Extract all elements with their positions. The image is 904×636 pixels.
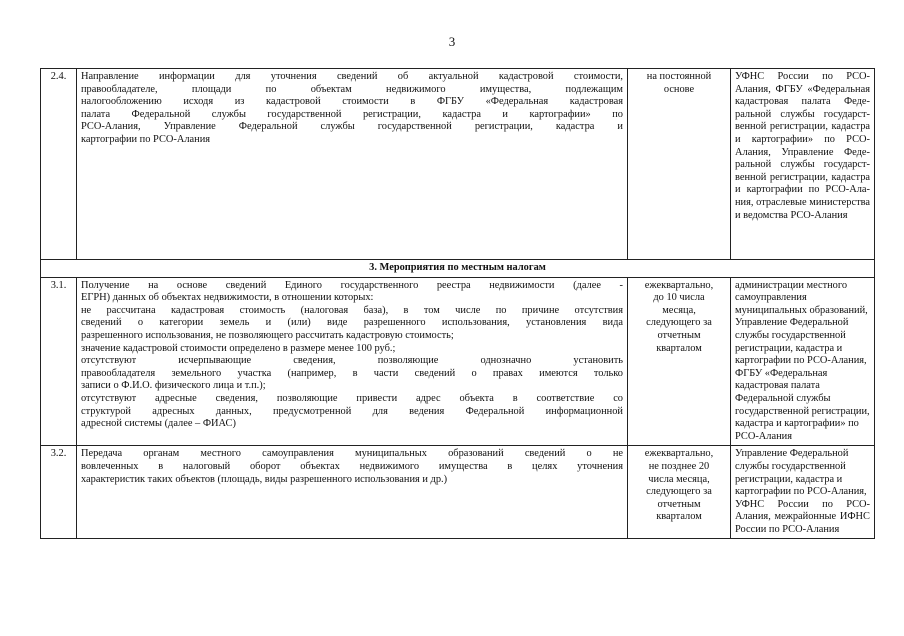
item-number: 3.2. xyxy=(41,446,77,539)
responsible-line: Алания, межрайонные ИФНС xyxy=(735,511,870,523)
responsible-line: и картографии по РСО-Ала- xyxy=(735,184,870,196)
responsible-line: ральной службы государст- xyxy=(735,108,870,120)
description-line: правообладателе, площади по объектам недвижимого имущества, подлежащим xyxy=(81,83,623,95)
term-line: числа месяца, xyxy=(648,473,710,485)
term-line: не позднее 20 xyxy=(648,460,710,472)
term-line: месяца, xyxy=(662,304,696,316)
item-number: 3.1. xyxy=(41,277,77,446)
section-title: 3. Мероприятия по местным налогам xyxy=(41,260,875,278)
description-line: РСО-Алания, Управление Федеральной службы государственной регистрации, кадастра и xyxy=(81,121,623,133)
term-line: ежеквартально, xyxy=(644,448,714,460)
section-row xyxy=(41,260,875,278)
description-line: разрешенного использования, не позволяющего рассчитать кадастровую стоимость; xyxy=(81,329,454,341)
item-description xyxy=(77,446,628,539)
responsible-line: Алания, ФГБУ «Федеральная xyxy=(735,83,870,95)
term-line: отчетным xyxy=(657,498,701,510)
responsible-line: службы государственной xyxy=(735,460,846,472)
responsible-line: службы государственной xyxy=(735,329,846,341)
description-line: ЕГРН) данных об объектах недвижимости, в отношении которых: xyxy=(81,292,374,304)
responsible-line: РСО-Алания xyxy=(735,430,793,442)
term-line: следующего за xyxy=(646,486,712,498)
item-term xyxy=(628,69,731,260)
responsible-line: Управление Федеральной xyxy=(735,317,849,329)
responsible-line: регистрации, кадастра и xyxy=(735,473,843,485)
table-row xyxy=(41,277,875,446)
responsible-line: кадастровая палата Феде- xyxy=(735,96,870,108)
description-line: отсутствуют исчерпывающие сведения, позволяющие однозначно установить xyxy=(81,355,623,367)
description-line: Получение на основе сведений Единого государственного реестра недвижимости (далее - xyxy=(81,279,623,291)
description-line: не рассчитана кадастровая стоимость (налоговая база), в том числе по причине отсутствия xyxy=(81,304,623,316)
description-line: налогообложению исходя из кадастровой стоимости в ФГБУ «Федеральная кадастровая xyxy=(81,96,623,108)
description-line: вовлеченных в налоговый оборот объектах недвижимого имущества в целях уточнения xyxy=(81,460,623,472)
responsible-line: венной регистрации, кадастра xyxy=(735,171,870,183)
description-line: картографии по РСО-Алания xyxy=(81,133,211,145)
item-term xyxy=(628,446,731,539)
term-line: кварталом xyxy=(656,342,702,354)
description-line: записи о Ф.И.О. физического лица и т.п.); xyxy=(81,380,266,392)
responsible-line: картографии по РСО-Алания, xyxy=(735,355,867,367)
responsible-line: венной регистрации, кадастра xyxy=(735,121,870,133)
responsible-line: регистрации, кадастра и xyxy=(735,342,843,354)
description-line: значение кадастровой стоимости определено в размере менее 100 руб.; xyxy=(81,342,396,354)
responsible-line: и картографии» по РСО- xyxy=(735,133,870,145)
responsible-line: администрации местного xyxy=(735,279,848,291)
description-line: отсутствуют адресные сведения, позволяющие привести адрес объекта в соответствие со xyxy=(81,392,623,404)
description-line: правообладателя земельного участка (например, в части сведений о правах имеются только xyxy=(81,367,623,379)
item-number: 2.4. xyxy=(41,69,77,260)
responsible-line: УФНС России по РСО- xyxy=(735,71,870,82)
item-responsible xyxy=(731,277,875,446)
description-line: адресной системы (далее – ФИАС) xyxy=(81,418,236,430)
item-description xyxy=(77,277,628,446)
item-responsible xyxy=(731,69,875,260)
responsible-line: Управление Федеральной xyxy=(735,448,849,460)
description-line: Направление информации для уточнения сведений об актуальной кадастровой стоимости, xyxy=(81,71,623,82)
description-line: структурой адресных данных, предусмотренной для ведения Федеральной информационной xyxy=(81,405,623,417)
responsible-line: государственной регистрации, xyxy=(735,405,870,417)
term-line: отчетным xyxy=(657,329,701,341)
responsible-line: УФНС России по РСО- xyxy=(735,498,870,510)
description-line: палата Федеральной службы государственной регистрации, кадастра и картографии» по xyxy=(81,108,623,120)
item-term xyxy=(628,277,731,446)
responsible-line: ральной службы государст- xyxy=(735,159,870,171)
responsible-line: ФГБУ «Федеральная xyxy=(735,367,828,379)
term-line: ежеквартально, xyxy=(644,279,714,291)
item-responsible xyxy=(731,446,875,539)
responsible-line: самоуправления xyxy=(735,292,807,304)
responsible-line: кадастровая палата xyxy=(735,380,820,392)
term-line: следующего за xyxy=(646,317,712,329)
table-row xyxy=(41,69,875,260)
term-line: до 10 числа xyxy=(653,292,705,304)
description-line: характеристик таких объектов (площадь, виды разрешенного использования и др.) xyxy=(81,473,448,485)
term-line: на постоянной xyxy=(646,71,712,82)
responsible-line: ния, отраслевые министерства xyxy=(735,196,870,208)
item-description xyxy=(77,69,628,260)
responsible-line: и ведомства РСО-Алания xyxy=(735,209,848,221)
term-line: кварталом xyxy=(656,511,702,523)
responsible-line: картографии по РСО-Алания, xyxy=(735,486,867,498)
table-row xyxy=(41,446,875,539)
responsible-line: России по РСО-Алания xyxy=(735,523,840,535)
description-line: сведений о категории земель и (или) виде разрешенного использования, установления вида xyxy=(81,317,623,329)
responsible-line: Федеральной службы xyxy=(735,392,831,404)
term-line: основе xyxy=(663,83,695,95)
measures-table xyxy=(40,68,875,539)
description-line: Передача органам местного самоуправления муниципальных образований сведений о не xyxy=(81,448,623,460)
responsible-line: муниципальных образований, xyxy=(735,304,868,316)
responsible-line: кадастра и картографии» по xyxy=(735,418,859,430)
page-number: 3 xyxy=(448,34,456,49)
responsible-line: Алания, Управление Феде- xyxy=(735,146,870,158)
